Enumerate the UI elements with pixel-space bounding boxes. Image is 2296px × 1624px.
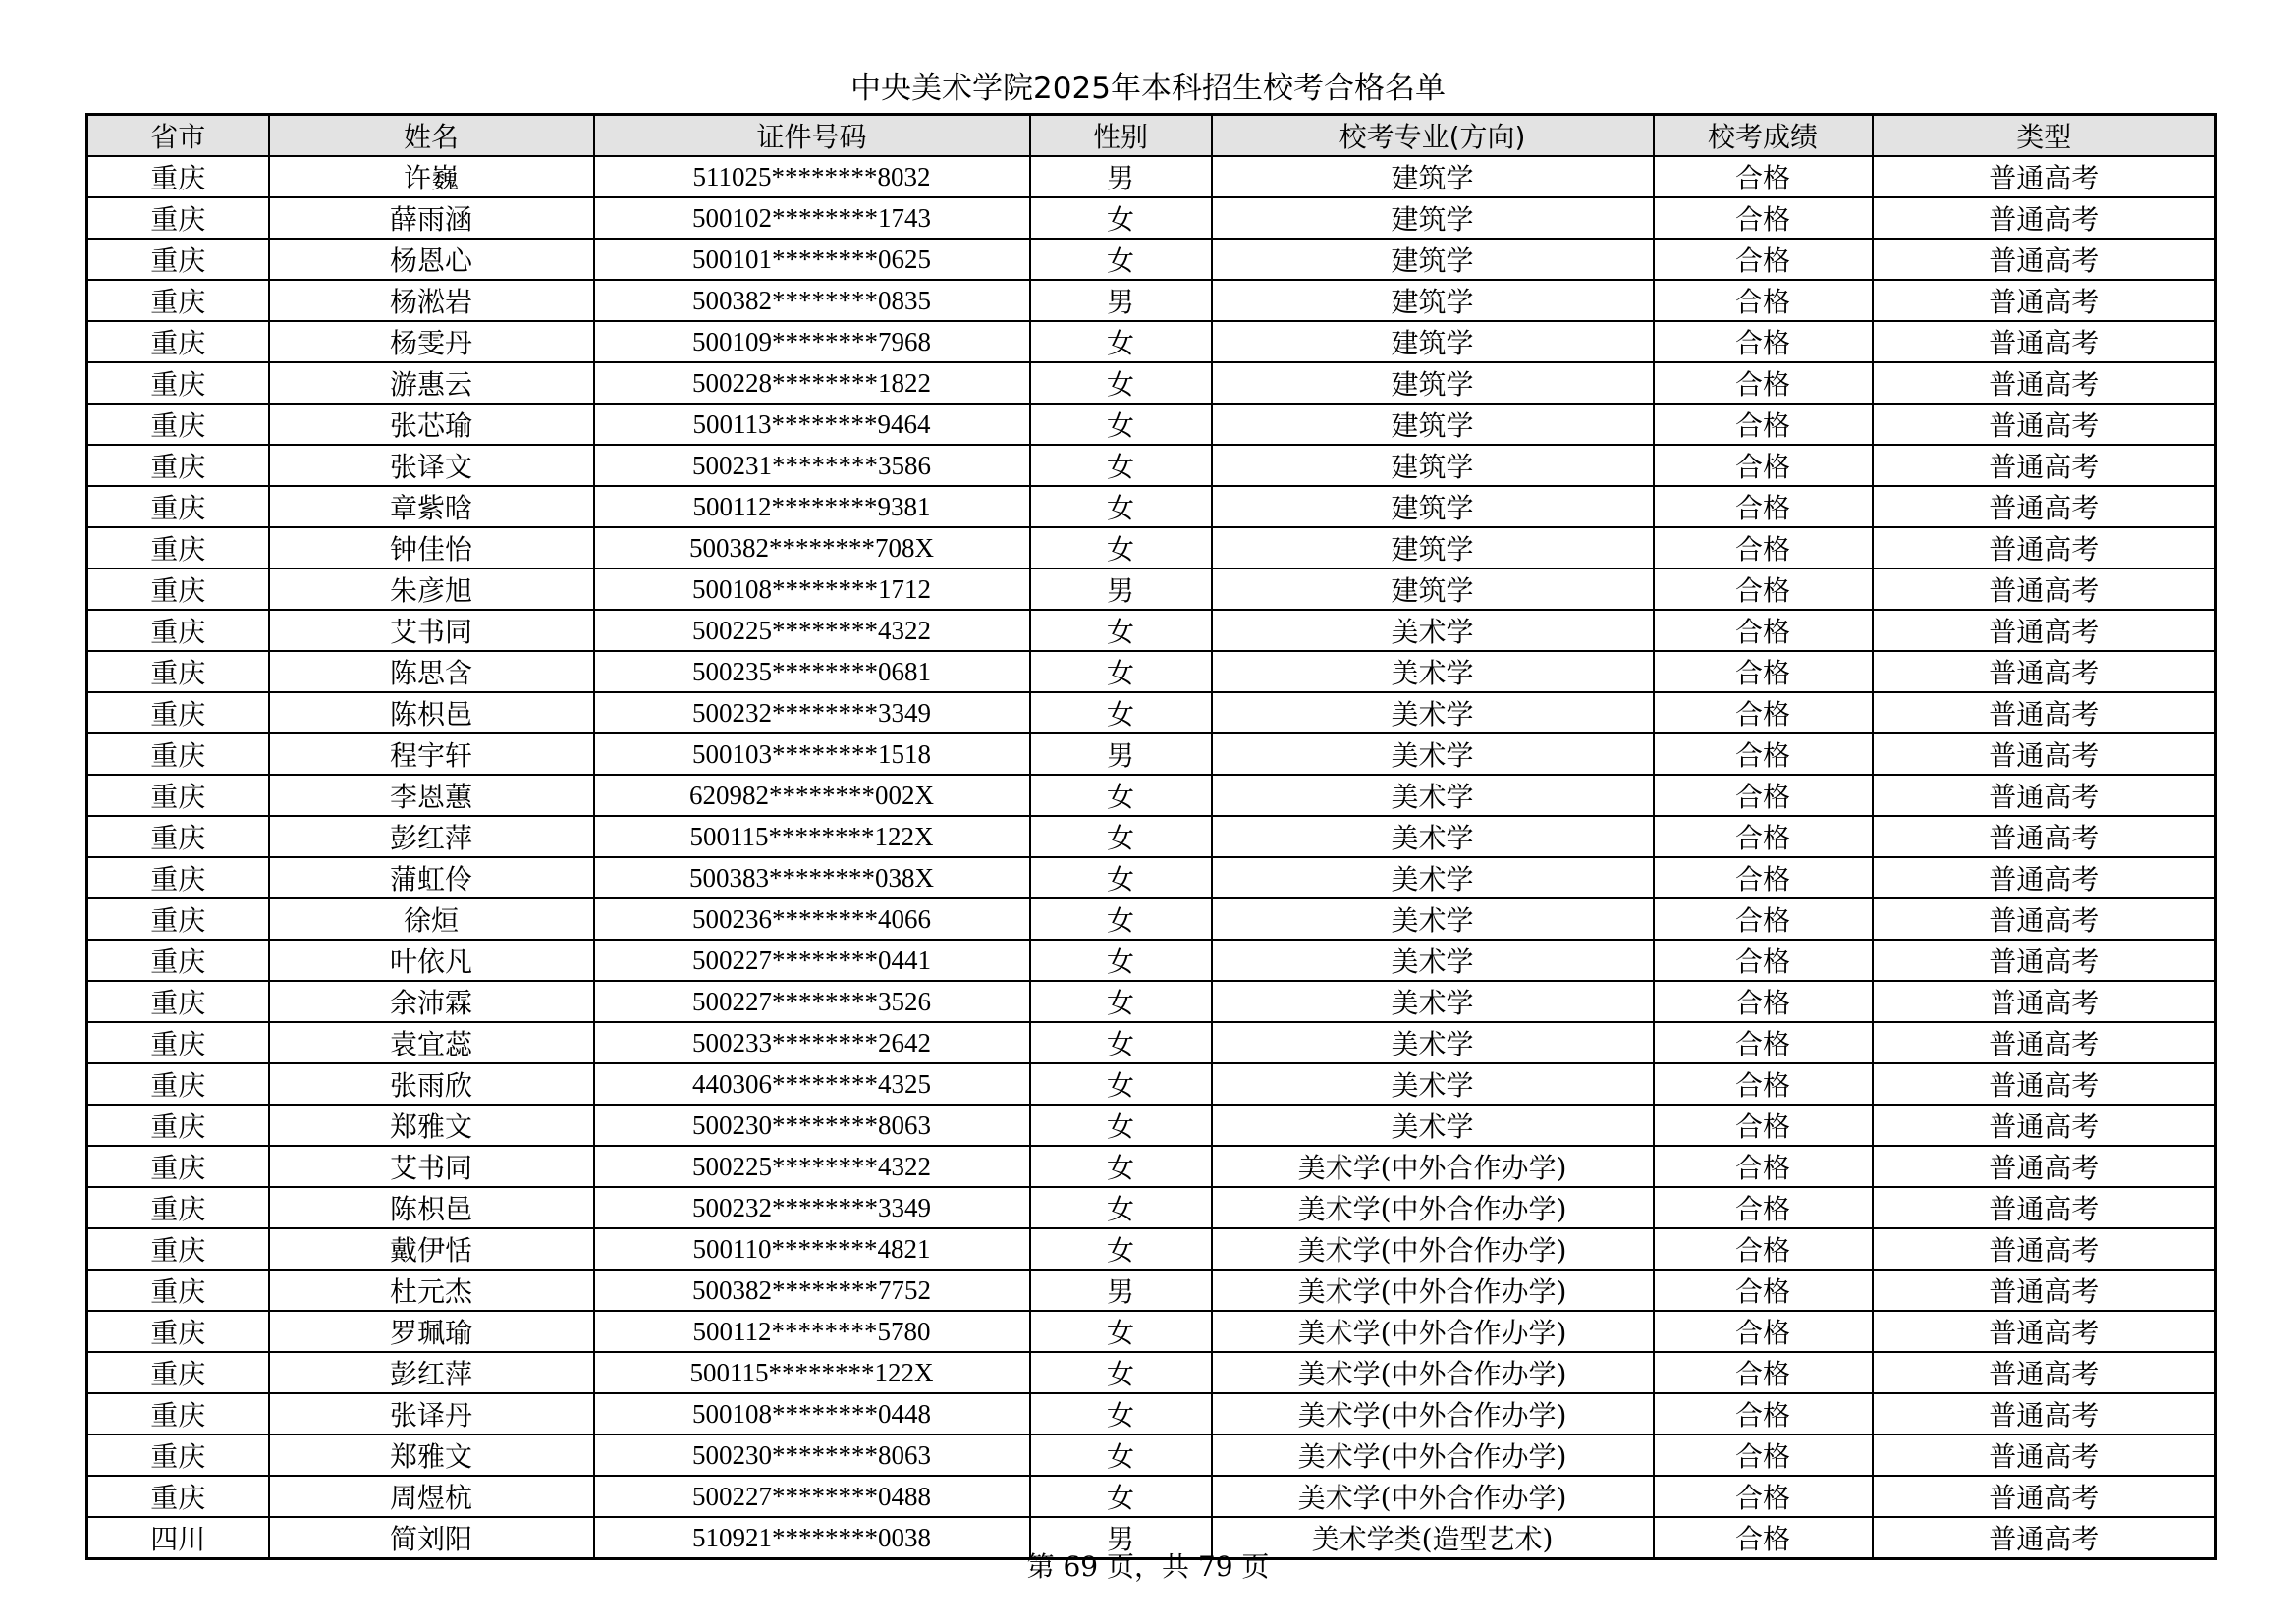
- cell-type: 普通高考: [1873, 362, 2216, 404]
- table-row: [87, 733, 2216, 775]
- cell-type: 普通高考: [1873, 1311, 2216, 1352]
- cell-id-number: 511025********8032: [594, 156, 1030, 197]
- cell-province: 重庆: [87, 733, 269, 775]
- cell-province: 重庆: [87, 1228, 269, 1270]
- cell-major: 美术学: [1212, 816, 1654, 857]
- cell-type: 普通高考: [1873, 733, 2216, 775]
- cell-id-number: 500236********4066: [594, 898, 1030, 940]
- cell-result: 合格: [1654, 404, 1873, 445]
- cell-id-number: 500115********122X: [594, 1352, 1030, 1393]
- cell-name: 李恩蕙: [269, 775, 594, 816]
- cell-gender: 女: [1030, 1476, 1212, 1517]
- table-row: [87, 898, 2216, 940]
- cell-name: 余沛霖: [269, 981, 594, 1022]
- cell-result: 合格: [1654, 445, 1873, 486]
- cell-id-number: 500227********0441: [594, 940, 1030, 981]
- cell-result: 合格: [1654, 1187, 1873, 1228]
- cell-gender: 女: [1030, 1187, 1212, 1228]
- cell-name: 杨恩心: [269, 239, 594, 280]
- cell-major: 美术学类(造型艺术): [1212, 1517, 1654, 1559]
- cell-id-number: 500383********038X: [594, 857, 1030, 898]
- column-header-gender: 性别: [1030, 115, 1212, 157]
- cell-type: 普通高考: [1873, 486, 2216, 527]
- cell-major: 建筑学: [1212, 239, 1654, 280]
- table-row: [87, 692, 2216, 733]
- cell-name: 朱彦旭: [269, 568, 594, 610]
- cell-result: 合格: [1654, 1352, 1873, 1393]
- cell-major: 建筑学: [1212, 445, 1654, 486]
- cell-result: 合格: [1654, 940, 1873, 981]
- cell-id-number: 500227********3526: [594, 981, 1030, 1022]
- cell-id-number: 500231********3586: [594, 445, 1030, 486]
- cell-type: 普通高考: [1873, 816, 2216, 857]
- table-row: [87, 940, 2216, 981]
- cell-gender: 女: [1030, 857, 1212, 898]
- cell-province: 四川: [87, 1517, 269, 1559]
- admission-list-table: [85, 113, 2217, 1560]
- cell-gender: 女: [1030, 1352, 1212, 1393]
- cell-name: 陈枳邑: [269, 692, 594, 733]
- cell-gender: 女: [1030, 940, 1212, 981]
- cell-major: 美术学: [1212, 775, 1654, 816]
- cell-gender: 男: [1030, 280, 1212, 321]
- table-row: [87, 568, 2216, 610]
- cell-name: 彭红萍: [269, 816, 594, 857]
- table-row: [87, 527, 2216, 568]
- cell-id-number: 500382********7752: [594, 1270, 1030, 1311]
- table-row: [87, 1311, 2216, 1352]
- cell-type: 普通高考: [1873, 692, 2216, 733]
- cell-major: 美术学(中外合作办学): [1212, 1435, 1654, 1476]
- cell-type: 普通高考: [1873, 1393, 2216, 1435]
- cell-major: 美术学(中外合作办学): [1212, 1311, 1654, 1352]
- cell-major: 建筑学: [1212, 197, 1654, 239]
- cell-province: 重庆: [87, 692, 269, 733]
- cell-province: 重庆: [87, 404, 269, 445]
- cell-result: 合格: [1654, 857, 1873, 898]
- cell-gender: 女: [1030, 1105, 1212, 1146]
- cell-major: 美术学: [1212, 733, 1654, 775]
- cell-type: 普通高考: [1873, 1146, 2216, 1187]
- cell-major: 美术学: [1212, 692, 1654, 733]
- cell-province: 重庆: [87, 486, 269, 527]
- table-row: [87, 1352, 2216, 1393]
- cell-type: 普通高考: [1873, 898, 2216, 940]
- cell-gender: 男: [1030, 568, 1212, 610]
- cell-result: 合格: [1654, 610, 1873, 651]
- cell-gender: 男: [1030, 1270, 1212, 1311]
- cell-name: 郑雅文: [269, 1105, 594, 1146]
- cell-type: 普通高考: [1873, 651, 2216, 692]
- cell-major: 美术学(中外合作办学): [1212, 1476, 1654, 1517]
- table-row: [87, 362, 2216, 404]
- cell-name: 陈枳邑: [269, 1187, 594, 1228]
- cell-result: 合格: [1654, 1105, 1873, 1146]
- cell-name: 杨淞岩: [269, 280, 594, 321]
- table-row: [87, 1393, 2216, 1435]
- cell-result: 合格: [1654, 156, 1873, 197]
- cell-name: 张译文: [269, 445, 594, 486]
- cell-gender: 女: [1030, 445, 1212, 486]
- cell-major: 美术学(中外合作办学): [1212, 1146, 1654, 1187]
- cell-name: 章紫晗: [269, 486, 594, 527]
- cell-name: 薛雨涵: [269, 197, 594, 239]
- cell-gender: 女: [1030, 816, 1212, 857]
- cell-name: 叶依凡: [269, 940, 594, 981]
- cell-province: 重庆: [87, 1146, 269, 1187]
- cell-result: 合格: [1654, 527, 1873, 568]
- cell-type: 普通高考: [1873, 568, 2216, 610]
- cell-gender: 女: [1030, 651, 1212, 692]
- cell-id-number: 510921********0038: [594, 1517, 1030, 1559]
- cell-id-number: 500235********0681: [594, 651, 1030, 692]
- cell-result: 合格: [1654, 486, 1873, 527]
- cell-result: 合格: [1654, 321, 1873, 362]
- cell-province: 重庆: [87, 898, 269, 940]
- cell-province: 重庆: [87, 981, 269, 1022]
- cell-result: 合格: [1654, 816, 1873, 857]
- cell-name: 许巍: [269, 156, 594, 197]
- table-row: [87, 239, 2216, 280]
- cell-result: 合格: [1654, 362, 1873, 404]
- cell-province: 重庆: [87, 1476, 269, 1517]
- table-row: [87, 197, 2216, 239]
- cell-type: 普通高考: [1873, 197, 2216, 239]
- cell-major: 美术学(中外合作办学): [1212, 1270, 1654, 1311]
- cell-major: 建筑学: [1212, 527, 1654, 568]
- table-row: [87, 857, 2216, 898]
- cell-name: 徐烜: [269, 898, 594, 940]
- cell-gender: 女: [1030, 775, 1212, 816]
- table-header-row: [87, 115, 2216, 157]
- cell-gender: 男: [1030, 733, 1212, 775]
- cell-id-number: 620982********002X: [594, 775, 1030, 816]
- cell-gender: 女: [1030, 1435, 1212, 1476]
- table-row: [87, 1228, 2216, 1270]
- cell-major: 美术学(中外合作办学): [1212, 1352, 1654, 1393]
- cell-id-number: 500225********4322: [594, 1146, 1030, 1187]
- cell-type: 普通高考: [1873, 156, 2216, 197]
- cell-gender: 女: [1030, 1228, 1212, 1270]
- cell-id-number: 500101********0625: [594, 239, 1030, 280]
- cell-name: 张雨欣: [269, 1063, 594, 1105]
- cell-province: 重庆: [87, 775, 269, 816]
- cell-gender: 女: [1030, 981, 1212, 1022]
- cell-name: 程宇轩: [269, 733, 594, 775]
- cell-result: 合格: [1654, 239, 1873, 280]
- cell-result: 合格: [1654, 1311, 1873, 1352]
- cell-id-number: 500232********3349: [594, 1187, 1030, 1228]
- cell-name: 陈思含: [269, 651, 594, 692]
- cell-type: 普通高考: [1873, 527, 2216, 568]
- cell-id-number: 500115********122X: [594, 816, 1030, 857]
- cell-id-number: 500225********4322: [594, 610, 1030, 651]
- cell-major: 美术学(中外合作办学): [1212, 1393, 1654, 1435]
- cell-gender: 女: [1030, 239, 1212, 280]
- column-header-major: 校考专业(方向): [1212, 115, 1654, 157]
- cell-province: 重庆: [87, 527, 269, 568]
- cell-name: 钟佳怡: [269, 527, 594, 568]
- cell-province: 重庆: [87, 197, 269, 239]
- table-row: [87, 981, 2216, 1022]
- cell-gender: 男: [1030, 156, 1212, 197]
- cell-id-number: 500232********3349: [594, 692, 1030, 733]
- cell-province: 重庆: [87, 280, 269, 321]
- cell-id-number: 500230********8063: [594, 1435, 1030, 1476]
- cell-major: 美术学: [1212, 610, 1654, 651]
- cell-result: 合格: [1654, 1270, 1873, 1311]
- cell-gender: 女: [1030, 1146, 1212, 1187]
- cell-result: 合格: [1654, 898, 1873, 940]
- cell-name: 张芯瑜: [269, 404, 594, 445]
- cell-province: 重庆: [87, 816, 269, 857]
- cell-id-number: 500109********7968: [594, 321, 1030, 362]
- cell-type: 普通高考: [1873, 280, 2216, 321]
- cell-type: 普通高考: [1873, 1105, 2216, 1146]
- cell-result: 合格: [1654, 651, 1873, 692]
- cell-major: 美术学: [1212, 981, 1654, 1022]
- cell-id-number: 500112********9381: [594, 486, 1030, 527]
- cell-id-number: 500233********2642: [594, 1022, 1030, 1063]
- cell-result: 合格: [1654, 1022, 1873, 1063]
- cell-type: 普通高考: [1873, 857, 2216, 898]
- cell-major: 建筑学: [1212, 280, 1654, 321]
- cell-type: 普通高考: [1873, 321, 2216, 362]
- cell-province: 重庆: [87, 239, 269, 280]
- table-row: [87, 610, 2216, 651]
- column-header-name: 姓名: [269, 115, 594, 157]
- cell-name: 周煜杭: [269, 1476, 594, 1517]
- cell-result: 合格: [1654, 733, 1873, 775]
- table-row: [87, 445, 2216, 486]
- cell-id-number: 440306********4325: [594, 1063, 1030, 1105]
- cell-gender: 女: [1030, 404, 1212, 445]
- cell-result: 合格: [1654, 1517, 1873, 1559]
- column-header-result: 校考成绩: [1654, 115, 1873, 157]
- cell-name: 戴伊恬: [269, 1228, 594, 1270]
- cell-gender: 女: [1030, 898, 1212, 940]
- cell-gender: 女: [1030, 486, 1212, 527]
- cell-gender: 女: [1030, 692, 1212, 733]
- cell-result: 合格: [1654, 981, 1873, 1022]
- cell-id-number: 500112********5780: [594, 1311, 1030, 1352]
- cell-type: 普通高考: [1873, 610, 2216, 651]
- cell-province: 重庆: [87, 321, 269, 362]
- cell-type: 普通高考: [1873, 1063, 2216, 1105]
- cell-type: 普通高考: [1873, 445, 2216, 486]
- cell-major: 美术学: [1212, 1022, 1654, 1063]
- cell-province: 重庆: [87, 445, 269, 486]
- cell-name: 游惠云: [269, 362, 594, 404]
- cell-major: 建筑学: [1212, 486, 1654, 527]
- cell-province: 重庆: [87, 362, 269, 404]
- cell-type: 普通高考: [1873, 775, 2216, 816]
- cell-province: 重庆: [87, 1393, 269, 1435]
- column-header-id-number: 证件号码: [594, 115, 1030, 157]
- cell-name: 杨雯丹: [269, 321, 594, 362]
- cell-result: 合格: [1654, 197, 1873, 239]
- cell-gender: 女: [1030, 321, 1212, 362]
- table-row: [87, 1063, 2216, 1105]
- table-row: [87, 1146, 2216, 1187]
- cell-type: 普通高考: [1873, 981, 2216, 1022]
- cell-result: 合格: [1654, 1063, 1873, 1105]
- cell-name: 罗珮瑜: [269, 1311, 594, 1352]
- page-footer: 第 69 页，共 79 页: [1026, 1550, 1270, 1583]
- table-row: [87, 321, 2216, 362]
- cell-type: 普通高考: [1873, 404, 2216, 445]
- cell-type: 普通高考: [1873, 1476, 2216, 1517]
- table-body: [87, 156, 2216, 1559]
- cell-major: 建筑学: [1212, 362, 1654, 404]
- cell-type: 普通高考: [1873, 1022, 2216, 1063]
- cell-major: 美术学: [1212, 898, 1654, 940]
- cell-id-number: 500103********1518: [594, 733, 1030, 775]
- cell-id-number: 500110********4821: [594, 1228, 1030, 1270]
- cell-province: 重庆: [87, 940, 269, 981]
- cell-result: 合格: [1654, 1228, 1873, 1270]
- cell-id-number: 500113********9464: [594, 404, 1030, 445]
- cell-province: 重庆: [87, 156, 269, 197]
- table-row: [87, 1270, 2216, 1311]
- cell-name: 艾书同: [269, 610, 594, 651]
- cell-id-number: 500227********0488: [594, 1476, 1030, 1517]
- cell-gender: 女: [1030, 197, 1212, 239]
- cell-name: 蒲虹伶: [269, 857, 594, 898]
- cell-gender: 女: [1030, 610, 1212, 651]
- cell-major: 美术学(中外合作办学): [1212, 1228, 1654, 1270]
- table-row: [87, 280, 2216, 321]
- cell-name: 艾书同: [269, 1146, 594, 1187]
- table-row: [87, 1022, 2216, 1063]
- cell-major: 美术学(中外合作办学): [1212, 1187, 1654, 1228]
- cell-province: 重庆: [87, 651, 269, 692]
- cell-gender: 女: [1030, 362, 1212, 404]
- cell-province: 重庆: [87, 568, 269, 610]
- cell-major: 美术学: [1212, 857, 1654, 898]
- cell-province: 重庆: [87, 1105, 269, 1146]
- table-row: [87, 1435, 2216, 1476]
- cell-result: 合格: [1654, 1393, 1873, 1435]
- cell-gender: 男: [1030, 1517, 1212, 1559]
- cell-major: 建筑学: [1212, 156, 1654, 197]
- cell-gender: 女: [1030, 1393, 1212, 1435]
- table-row: [87, 486, 2216, 527]
- cell-result: 合格: [1654, 775, 1873, 816]
- table-row: [87, 775, 2216, 816]
- cell-type: 普通高考: [1873, 239, 2216, 280]
- cell-province: 重庆: [87, 1022, 269, 1063]
- table-row: [87, 404, 2216, 445]
- cell-id-number: 500382********708X: [594, 527, 1030, 568]
- cell-province: 重庆: [87, 1270, 269, 1311]
- table-row: [87, 1476, 2216, 1517]
- table-row: [87, 1105, 2216, 1146]
- cell-major: 美术学: [1212, 940, 1654, 981]
- table-row: [87, 816, 2216, 857]
- table-row: [87, 1187, 2216, 1228]
- cell-id-number: 500108********1712: [594, 568, 1030, 610]
- cell-name: 杜元杰: [269, 1270, 594, 1311]
- cell-province: 重庆: [87, 1187, 269, 1228]
- cell-province: 重庆: [87, 610, 269, 651]
- cell-gender: 女: [1030, 1063, 1212, 1105]
- cell-major: 建筑学: [1212, 404, 1654, 445]
- cell-province: 重庆: [87, 1352, 269, 1393]
- cell-province: 重庆: [87, 1435, 269, 1476]
- cell-type: 普通高考: [1873, 940, 2216, 981]
- cell-name: 彭红萍: [269, 1352, 594, 1393]
- cell-result: 合格: [1654, 692, 1873, 733]
- cell-result: 合格: [1654, 280, 1873, 321]
- cell-major: 美术学: [1212, 651, 1654, 692]
- cell-result: 合格: [1654, 1146, 1873, 1187]
- cell-result: 合格: [1654, 568, 1873, 610]
- column-header-type: 类型: [1873, 115, 2216, 157]
- table-row: [87, 651, 2216, 692]
- cell-type: 普通高考: [1873, 1187, 2216, 1228]
- cell-name: 袁宜蕊: [269, 1022, 594, 1063]
- page-title: 中央美术学院2025年本科招生校考合格名单: [850, 71, 1446, 106]
- cell-type: 普通高考: [1873, 1352, 2216, 1393]
- cell-result: 合格: [1654, 1435, 1873, 1476]
- cell-name: 简刘阳: [269, 1517, 594, 1559]
- cell-id-number: 500382********0835: [594, 280, 1030, 321]
- column-header-province: 省市: [87, 115, 269, 157]
- cell-major: 建筑学: [1212, 568, 1654, 610]
- cell-major: 美术学: [1212, 1105, 1654, 1146]
- cell-name: 张译丹: [269, 1393, 594, 1435]
- cell-province: 重庆: [87, 857, 269, 898]
- cell-gender: 女: [1030, 527, 1212, 568]
- cell-gender: 女: [1030, 1311, 1212, 1352]
- cell-province: 重庆: [87, 1063, 269, 1105]
- cell-major: 美术学: [1212, 1063, 1654, 1105]
- cell-id-number: 500230********8063: [594, 1105, 1030, 1146]
- cell-type: 普通高考: [1873, 1270, 2216, 1311]
- cell-result: 合格: [1654, 1476, 1873, 1517]
- cell-type: 普通高考: [1873, 1435, 2216, 1476]
- cell-type: 普通高考: [1873, 1228, 2216, 1270]
- table-row: [87, 156, 2216, 197]
- cell-province: 重庆: [87, 1311, 269, 1352]
- cell-id-number: 500102********1743: [594, 197, 1030, 239]
- cell-id-number: 500108********0448: [594, 1393, 1030, 1435]
- cell-name: 郑雅文: [269, 1435, 594, 1476]
- cell-id-number: 500228********1822: [594, 362, 1030, 404]
- cell-gender: 女: [1030, 1022, 1212, 1063]
- cell-major: 建筑学: [1212, 321, 1654, 362]
- cell-type: 普通高考: [1873, 1517, 2216, 1559]
